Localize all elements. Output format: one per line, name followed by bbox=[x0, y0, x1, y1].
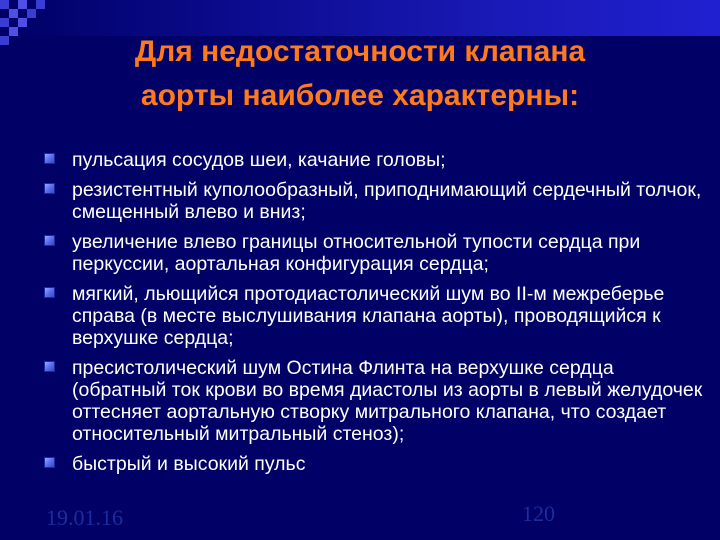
bullet-list bbox=[44, 149, 704, 483]
list-item bbox=[44, 149, 704, 171]
list-item-text: увеличение влево границы относительной тупости сердца при перкуссии, аортальная конфигурация сердца; bbox=[72, 231, 641, 275]
list-item-text: мягкий, льющийся протодиастолический шум во II-м межреберье справа (в месте выслушивания клапана аорты), проводящийся к верхушке сердца; bbox=[72, 283, 665, 349]
square-bullet-icon bbox=[44, 153, 55, 164]
decor-square bbox=[0, 0, 9, 9]
list-item bbox=[44, 179, 704, 223]
decor-square bbox=[18, 0, 27, 9]
list-item bbox=[44, 357, 704, 445]
footer-page-number: 120 bbox=[522, 501, 555, 526]
slide-title-line: Для недостаточности клапана bbox=[134, 35, 586, 68]
square-bullet-icon bbox=[44, 287, 55, 298]
list-item-text: пульсация сосудов шеи, качание головы; bbox=[72, 149, 446, 171]
decor-square bbox=[9, 9, 18, 18]
list-item bbox=[44, 453, 704, 475]
list-item-text: пресистолический шум Остина Флинта на верхушке сердца (обратный ток крови во время диастолы из аорты в левый желудочек оттесняет аортальную створку митрального клапана, что создает относительный митральный стеноз); bbox=[72, 357, 703, 445]
decor-square bbox=[0, 18, 9, 27]
square-bullet-icon bbox=[44, 457, 55, 468]
square-bullet-icon bbox=[44, 183, 55, 194]
list-item bbox=[44, 231, 704, 275]
decor-square bbox=[18, 18, 27, 27]
list-item-text: быстрый и высокий пульс bbox=[72, 453, 306, 475]
slide-title bbox=[0, 30, 720, 118]
slide-title-line: аорты наиболее характерны: bbox=[140, 79, 580, 112]
list-item bbox=[44, 283, 704, 349]
square-bullet-icon bbox=[44, 361, 55, 372]
square-bullet-icon bbox=[44, 235, 55, 246]
decor-square bbox=[36, 0, 45, 9]
list-item-text: резистентный куполообразный, приподнимающий сердечный толчок, смещенный влево и вниз; bbox=[72, 179, 702, 223]
footer-date: 19.01.16 bbox=[46, 505, 123, 530]
decor-square bbox=[27, 9, 36, 18]
